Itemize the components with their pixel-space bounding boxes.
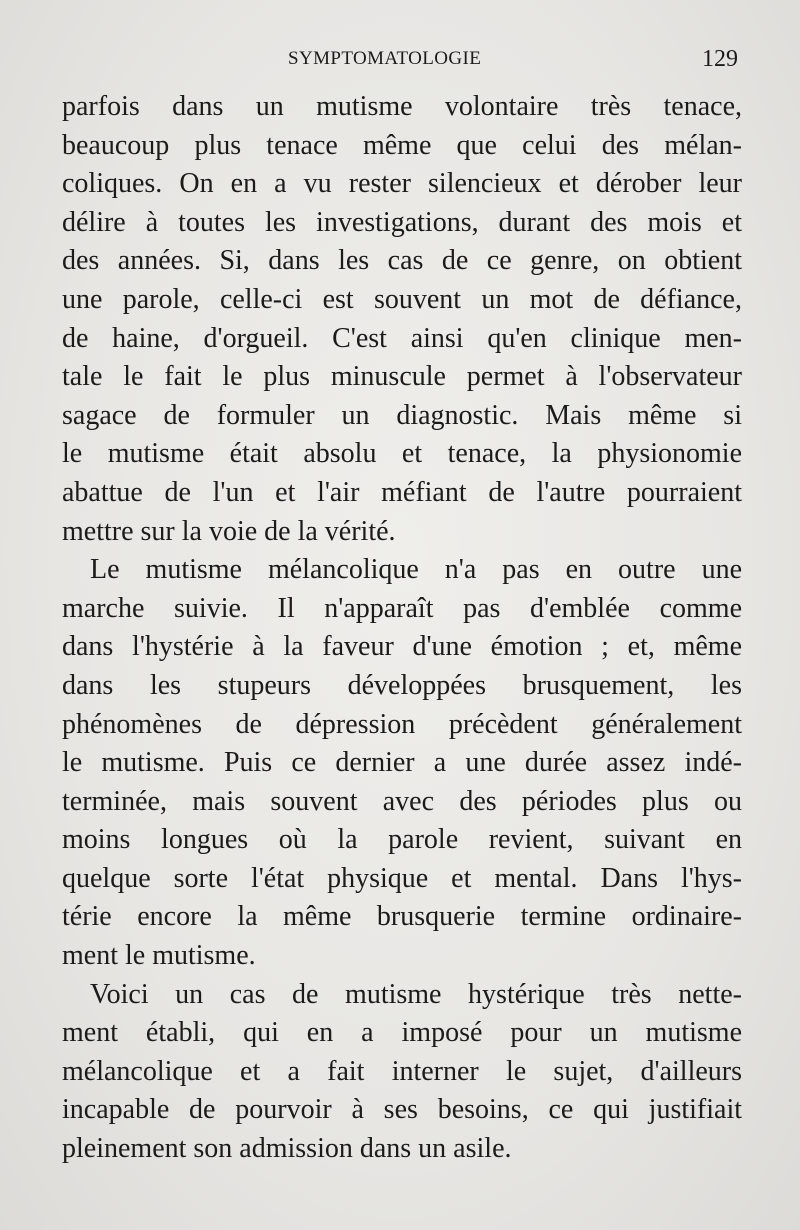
text-line: phénomènes de dépression précèdent généralement — [62, 708, 742, 740]
text-line: incapable de pourvoir à ses besoins, ce qui justifiait — [62, 1094, 742, 1126]
text-line: dans les stupeurs développées brusquement, les — [62, 669, 742, 701]
text-line: beaucoup plus tenace même que celui des mélan- — [62, 129, 742, 161]
paragraph-start-line: Voici un cas de mutisme hystérique très nette- — [90, 978, 742, 1010]
text-line: ment établi, qui en a imposé pour un mutisme — [62, 1017, 742, 1049]
text-line: le mutisme était absolu et tenace, la physionomie — [62, 438, 742, 470]
text-line: dans l'hystérie à la faveur d'une émotion ; et, même — [62, 631, 742, 663]
text-line: sagace de formuler un diagnostic. Mais même si — [62, 399, 742, 431]
text-line: parfois dans un mutisme volontaire très tenace, — [62, 91, 742, 122]
text-line: moins longues où la parole revient, suivant en — [62, 824, 742, 856]
text-line: de haine, d'orgueil. C'est ainsi qu'en clinique men- — [62, 322, 742, 354]
text-line: une parole, celle-ci est souvent un mot de défiance, — [62, 283, 742, 315]
text-line: mettre sur la voie de la vérité. — [62, 515, 396, 547]
text-line: tale le fait le plus minuscule permet à l'observateur — [62, 361, 742, 393]
text-line: terminée, mais souvent avec des périodes plus ou — [62, 785, 742, 817]
text-line: mélancolique et a fait interner le sujet, d'ailleurs — [62, 1055, 742, 1087]
text-line: ment le mutisme. — [62, 940, 256, 972]
running-head — [0, 48, 800, 78]
text-line: délire à toutes les investigations, durant des mois et — [62, 206, 742, 238]
text-line: térie encore la même brusquerie termine ordinaire- — [62, 901, 742, 933]
running-head-title: SYMPTOMATOLOGIE — [288, 48, 482, 69]
text-line: des années. Si, dans les cas de ce genre, on obtient — [62, 245, 742, 277]
text-line: quelque sorte l'état physique et mental. Dans l'hys- — [62, 862, 742, 894]
text-line: pleinement son admission dans un asile. — [62, 1133, 512, 1165]
text-line: le mutisme. Puis ce dernier a une durée assez indé- — [62, 747, 742, 779]
paragraph-start-line: Le mutisme mélancolique n'a pas en outre une — [90, 554, 742, 586]
body-text — [62, 88, 742, 1169]
text-line: marche suivie. Il n'apparaît pas d'emblée comme — [62, 592, 742, 624]
text-line: coliques. On en a vu rester silencieux et dérober leur — [62, 168, 742, 200]
text-line: abattue de l'un et l'air méfiant de l'autre pourraient — [62, 476, 742, 508]
page-number: 129 — [702, 46, 738, 72]
